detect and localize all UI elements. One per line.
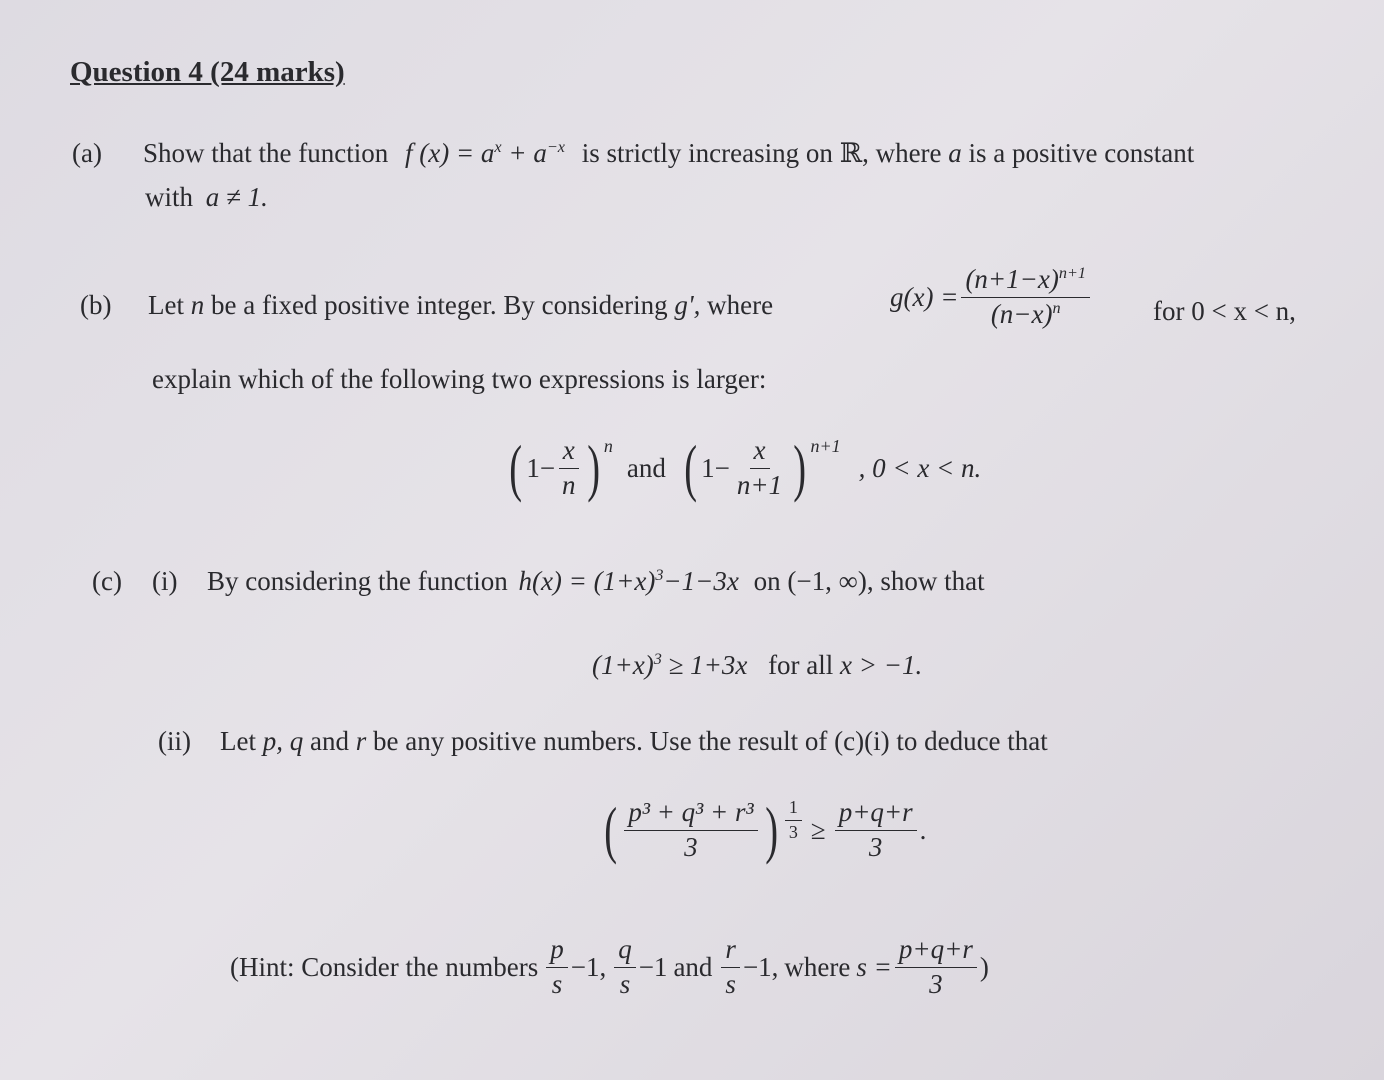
part-b-gprime: g',: [674, 290, 701, 320]
part-b-expressions: ( 1− $\frac{x}{n}$ ) n and ( 1− $\frac{x}{n+1}$ ) n+1 , 0 < x < n.: [509, 432, 982, 504]
part-c-label: (c): [92, 566, 122, 596]
part-a-text-2: is strictly increasing on ℝ, where: [581, 138, 942, 168]
part-c-hint: (Hint: Consider the numbers $\frac{p}{s}$ −1, $\frac{q}{s}$ −1 and $\frac{r}{s}$ −1, where s = $\frac{p+q+r}{3}$ ): [230, 934, 989, 999]
part-a-text-1: Show that the function: [143, 138, 389, 168]
part-a-condition: a ≠ 1.: [205, 182, 268, 212]
part-b-domain: for 0 < x < n,: [1153, 296, 1296, 326]
part-a-label: (a): [72, 138, 102, 168]
part-b-line2: explain which of the following two expressions is larger:: [152, 364, 767, 394]
part-a-line1: [143, 138, 1194, 169]
part-a-line2: with a ≠ 1.: [145, 182, 268, 212]
part-c-ii-label: (ii): [158, 726, 191, 756]
part-c-ii-result: ( $\frac{\text{p³ + q³ + r³}}{3}$ ) $\frac{1}{3}$ ≥ $\frac{p+q+r}{3}$ .: [604, 794, 927, 866]
part-b-g-definition: g(x) = $\frac{(n+1-x)^{n+1}}{(n-x)^n}$: [890, 265, 1093, 329]
part-b-line1: Let n be a fixed positive integer. By considering g', where: [148, 290, 774, 320]
part-c-ii-line: Let p, q and r be any positive numbers. Use the result of (c)(i) to deduce that: [220, 726, 1048, 756]
part-c-i-line: By considering the function $h(x) = (1+x)^3-1-3x$ on (−1, ∞), show that: [207, 566, 985, 596]
part-a-formula: f $(x) = a^x + a^{-x}$: [404, 138, 565, 168]
part-a-text-3: is a positive constant: [968, 138, 1195, 168]
part-b-g-fraction: $\frac{(n+1-x)^{n+1}}{(n-x)^n}$: [961, 265, 1090, 329]
part-a-a-var: a: [948, 138, 962, 168]
part-b-label: (b): [80, 290, 112, 320]
part-b-n-var: n: [190, 290, 205, 320]
part-c-i-label: (i): [152, 566, 178, 596]
question-title: Question 4 (24 marks): [70, 56, 345, 88]
part-c-i-inequality: $(1+x)^3 \ge 1+3x$ for all x > −1.: [592, 650, 923, 680]
